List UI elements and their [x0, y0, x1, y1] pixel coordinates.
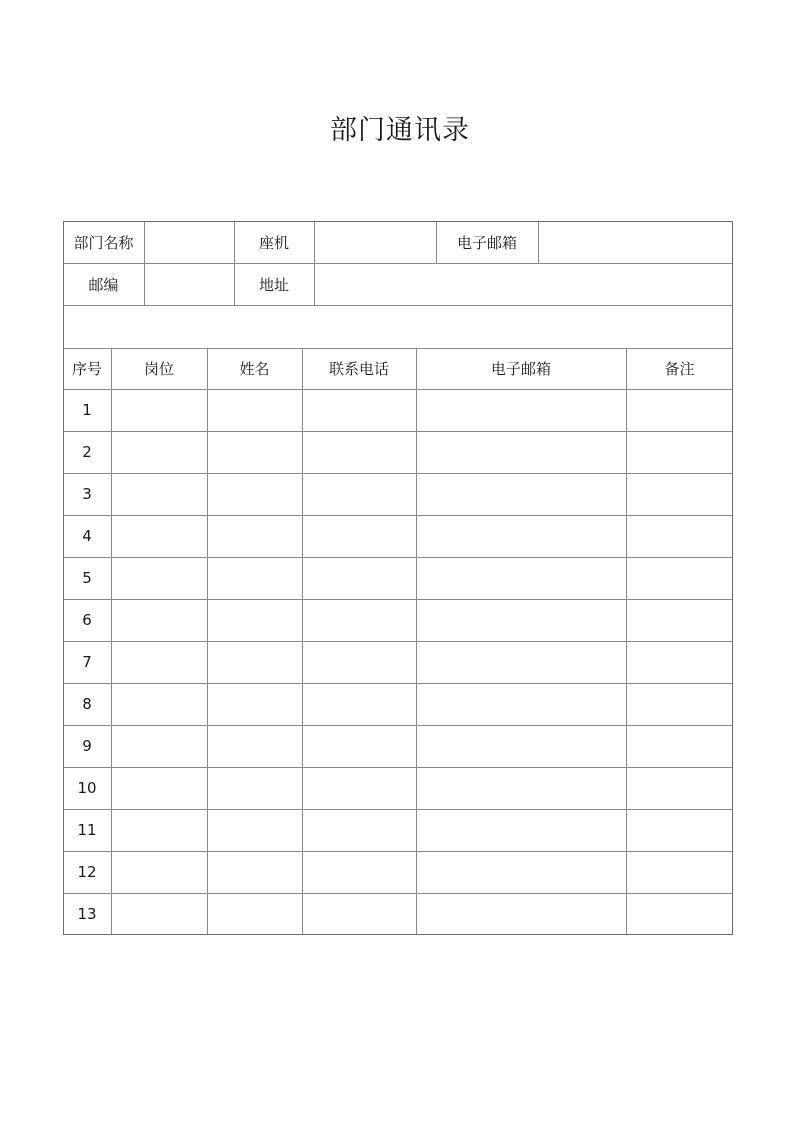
header-remarks: 备注 — [664, 360, 695, 378]
row-number: 5 — [82, 569, 92, 587]
address-label: 地址 — [258, 275, 289, 294]
row-number: 10 — [77, 779, 97, 797]
column-divider — [626, 348, 627, 935]
email-field[interactable] — [539, 222, 732, 263]
blank-spacer-row — [64, 306, 732, 348]
row-divider — [63, 473, 733, 474]
postcode-label: 邮编 — [88, 275, 119, 294]
dept-name-label: 部门名称 — [73, 233, 134, 252]
email-label: 电子邮箱 — [456, 233, 517, 252]
row-divider — [63, 809, 733, 810]
header-index: 序号 — [71, 360, 102, 378]
row-number: 3 — [82, 485, 92, 503]
phone-field[interactable] — [315, 222, 436, 263]
row-number: 8 — [82, 695, 92, 713]
row-divider — [63, 683, 733, 684]
row-divider — [63, 557, 733, 558]
column-divider — [111, 348, 112, 935]
row-divider — [63, 599, 733, 600]
row-divider — [63, 893, 733, 894]
row-number: 2 — [82, 443, 92, 461]
row-divider — [63, 389, 733, 390]
row-number: 4 — [82, 527, 92, 545]
header-position: 岗位 — [143, 360, 174, 378]
row-divider — [63, 515, 733, 516]
column-divider — [416, 348, 417, 935]
row-number: 7 — [82, 653, 92, 671]
row-number: 11 — [77, 821, 97, 839]
row-number: 9 — [82, 737, 92, 755]
row-divider — [63, 851, 733, 852]
header-phone: 联系电话 — [328, 360, 389, 378]
row-number: 6 — [82, 611, 92, 629]
address-field[interactable] — [315, 264, 732, 305]
header-name: 姓名 — [239, 360, 270, 378]
column-divider — [207, 348, 208, 935]
row-divider — [63, 431, 733, 432]
row-number: 13 — [77, 905, 97, 923]
row-divider — [63, 725, 733, 726]
document-title: 部门通讯录 — [330, 115, 470, 146]
phone-label: 座机 — [258, 233, 289, 252]
contact-table — [63, 221, 733, 935]
column-divider — [302, 348, 303, 935]
postcode-field[interactable] — [145, 264, 234, 305]
header-email: 电子邮箱 — [490, 360, 551, 378]
row-divider — [63, 641, 733, 642]
row-number: 12 — [77, 863, 97, 881]
row-divider — [63, 767, 733, 768]
row-number: 1 — [82, 401, 92, 419]
dept-name-field[interactable] — [145, 222, 234, 263]
